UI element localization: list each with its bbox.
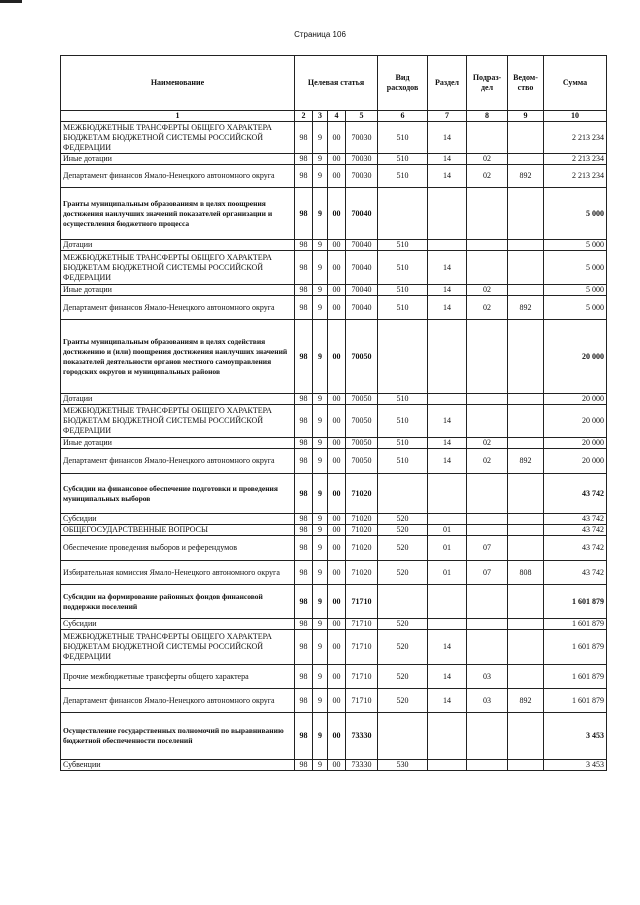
- row-expense-type: 520: [378, 561, 428, 585]
- row-target-main-activity: 00: [328, 619, 346, 630]
- row-department: [508, 405, 544, 438]
- row-target-subprogram: 9: [313, 405, 328, 438]
- row-subsection: 07: [467, 561, 508, 585]
- row-subsection: [467, 713, 508, 760]
- row-target-program: 98: [295, 630, 313, 665]
- row-target-code: 70040: [346, 285, 378, 296]
- row-target-code: 71710: [346, 665, 378, 689]
- row-target-main-activity: 00: [328, 585, 346, 619]
- row-target-subprogram: 9: [313, 320, 328, 394]
- row-expense-type: 510: [378, 251, 428, 285]
- row-name: Гранты муниципальным образованиям в целях поощрения достижения наилучших значений показателей организации и осуществления бюджетного процесса: [61, 188, 295, 240]
- row-target-subprogram: 9: [313, 251, 328, 285]
- row-target-main-activity: 00: [328, 630, 346, 665]
- row-sum: 5 000: [544, 285, 607, 296]
- row-target-program: 98: [295, 619, 313, 630]
- row-subsection: [467, 405, 508, 438]
- row-target-code: 71020: [346, 561, 378, 585]
- row-expense-type: 510: [378, 438, 428, 449]
- table-row: [61, 713, 607, 760]
- row-department: [508, 240, 544, 251]
- row-section: [428, 760, 467, 771]
- row-section: 14: [428, 405, 467, 438]
- row-target-code: 71020: [346, 474, 378, 514]
- row-name: ОБЩЕГОСУДАРСТВЕННЫЕ ВОПРОСЫ: [61, 525, 295, 536]
- row-target-code: 70050: [346, 405, 378, 438]
- row-target-program: 98: [295, 122, 313, 154]
- header-name: Наименование: [61, 56, 295, 111]
- row-target-code: 71020: [346, 514, 378, 525]
- table-row: [61, 449, 607, 474]
- row-subsection: [467, 251, 508, 285]
- row-subsection: [467, 619, 508, 630]
- table-row: [61, 251, 607, 285]
- row-department: [508, 122, 544, 154]
- row-target-program: 98: [295, 474, 313, 514]
- column-number: 8: [467, 111, 508, 122]
- table-row: [61, 405, 607, 438]
- column-number: 7: [428, 111, 467, 122]
- column-number: 5: [346, 111, 378, 122]
- row-expense-type: 510: [378, 449, 428, 474]
- row-target-code: 70050: [346, 449, 378, 474]
- row-expense-type: 520: [378, 665, 428, 689]
- table-row: [61, 561, 607, 585]
- row-subsection: [467, 394, 508, 405]
- row-sum: 5 000: [544, 296, 607, 320]
- row-target-code: 70050: [346, 438, 378, 449]
- row-target-main-activity: 00: [328, 154, 346, 165]
- table-row: [61, 285, 607, 296]
- row-name: МЕЖБЮДЖЕТНЫЕ ТРАНСФЕРТЫ ОБЩЕГО ХАРАКТЕРА БЮДЖЕТАМ БЮДЖЕТНОЙ СИСТЕМЫ РОССИЙСКОЙ ФЕДЕРАЦИИ: [61, 251, 295, 285]
- row-target-program: 98: [295, 240, 313, 251]
- row-target-main-activity: 00: [328, 689, 346, 713]
- table-header-row: [61, 56, 607, 111]
- row-target-subprogram: 9: [313, 689, 328, 713]
- row-department: [508, 474, 544, 514]
- row-expense-type: 510: [378, 154, 428, 165]
- row-expense-type: [378, 713, 428, 760]
- row-sum: 20 000: [544, 449, 607, 474]
- row-name: Субсидии на финансовое обеспечение подготовки и проведения муниципальных выборов: [61, 474, 295, 514]
- row-department: [508, 154, 544, 165]
- row-section: [428, 619, 467, 630]
- row-target-subprogram: 9: [313, 296, 328, 320]
- row-sum: 1 601 879: [544, 619, 607, 630]
- row-section: [428, 474, 467, 514]
- row-target-subprogram: 9: [313, 665, 328, 689]
- row-target-main-activity: 00: [328, 536, 346, 561]
- row-target-code: 71020: [346, 525, 378, 536]
- row-expense-type: [378, 188, 428, 240]
- row-subsection: [467, 240, 508, 251]
- row-target-program: 98: [295, 525, 313, 536]
- row-section: 01: [428, 536, 467, 561]
- row-section: 14: [428, 630, 467, 665]
- row-target-subprogram: 9: [313, 188, 328, 240]
- header-sum: Сумма: [544, 56, 607, 111]
- row-expense-type: 510: [378, 394, 428, 405]
- row-target-program: 98: [295, 394, 313, 405]
- row-department: 892: [508, 689, 544, 713]
- row-subsection: 07: [467, 536, 508, 561]
- table-row: [61, 760, 607, 771]
- row-department: [508, 438, 544, 449]
- row-target-subprogram: 9: [313, 561, 328, 585]
- row-name: Гранты муниципальным образованиям в целях содействия достижению и (или) поощрения достижения наилучших значений показателей деятельности органов местного самоуправления городских округов и муниципальных районов: [61, 320, 295, 394]
- row-section: 14: [428, 122, 467, 154]
- row-section: 14: [428, 449, 467, 474]
- table-row: [61, 438, 607, 449]
- row-target-subprogram: 9: [313, 619, 328, 630]
- row-section: 01: [428, 561, 467, 585]
- row-expense-type: 510: [378, 296, 428, 320]
- row-sum: 2 213 234: [544, 154, 607, 165]
- row-name: Субсидии: [61, 514, 295, 525]
- row-expense-type: 520: [378, 525, 428, 536]
- row-target-main-activity: 00: [328, 405, 346, 438]
- row-department: 892: [508, 296, 544, 320]
- row-sum: 1 601 879: [544, 630, 607, 665]
- column-number: 2: [295, 111, 313, 122]
- column-number: 6: [378, 111, 428, 122]
- row-target-main-activity: 00: [328, 561, 346, 585]
- row-target-code: 71020: [346, 536, 378, 561]
- row-name: Обеспечение проведения выборов и референдумов: [61, 536, 295, 561]
- row-target-program: 98: [295, 713, 313, 760]
- table-row: [61, 154, 607, 165]
- row-expense-type: 510: [378, 165, 428, 188]
- row-target-main-activity: 00: [328, 713, 346, 760]
- row-subsection: 02: [467, 296, 508, 320]
- row-department: [508, 665, 544, 689]
- row-target-code: 70040: [346, 188, 378, 240]
- row-expense-type: 520: [378, 514, 428, 525]
- row-section: 01: [428, 525, 467, 536]
- row-target-subprogram: 9: [313, 394, 328, 405]
- row-name: Субвенции: [61, 760, 295, 771]
- row-target-main-activity: 00: [328, 525, 346, 536]
- row-target-program: 98: [295, 405, 313, 438]
- table-row: [61, 619, 607, 630]
- row-subsection: [467, 320, 508, 394]
- row-department: 892: [508, 165, 544, 188]
- row-target-code: 71710: [346, 585, 378, 619]
- row-name: МЕЖБЮДЖЕТНЫЕ ТРАНСФЕРТЫ ОБЩЕГО ХАРАКТЕРА БЮДЖЕТАМ БЮДЖЕТНОЙ СИСТЕМЫ РОССИЙСКОЙ ФЕДЕРАЦИИ: [61, 630, 295, 665]
- row-subsection: 02: [467, 438, 508, 449]
- row-target-code: 70030: [346, 122, 378, 154]
- row-section: [428, 188, 467, 240]
- row-target-main-activity: 00: [328, 320, 346, 394]
- column-number-row: [61, 111, 607, 122]
- row-target-code: 73330: [346, 760, 378, 771]
- row-department: [508, 285, 544, 296]
- row-target-code: 70030: [346, 165, 378, 188]
- row-subsection: [467, 585, 508, 619]
- header-section: Раздел: [428, 56, 467, 111]
- row-expense-type: 510: [378, 405, 428, 438]
- row-name: МЕЖБЮДЖЕТНЫЕ ТРАНСФЕРТЫ ОБЩЕГО ХАРАКТЕРА БЮДЖЕТАМ БЮДЖЕТНОЙ СИСТЕМЫ РОССИЙСКОЙ ФЕДЕРАЦИИ: [61, 405, 295, 438]
- row-sum: 2 213 234: [544, 165, 607, 188]
- row-target-program: 98: [295, 689, 313, 713]
- row-name: Департамент финансов Ямало-Ненецкого автономного округа: [61, 165, 295, 188]
- row-target-program: 98: [295, 514, 313, 525]
- row-section: 14: [428, 154, 467, 165]
- row-subsection: [467, 525, 508, 536]
- row-target-subprogram: 9: [313, 165, 328, 188]
- row-target-subprogram: 9: [313, 122, 328, 154]
- row-section: 14: [428, 438, 467, 449]
- row-target-main-activity: 00: [328, 760, 346, 771]
- row-expense-type: 530: [378, 760, 428, 771]
- row-sum: 5 000: [544, 240, 607, 251]
- row-target-main-activity: 00: [328, 449, 346, 474]
- row-sum: 1 601 879: [544, 665, 607, 689]
- row-target-code: 70040: [346, 296, 378, 320]
- row-target-subprogram: 9: [313, 285, 328, 296]
- row-target-program: 98: [295, 561, 313, 585]
- row-target-program: 98: [295, 320, 313, 394]
- row-name: Департамент финансов Ямало-Ненецкого автономного округа: [61, 689, 295, 713]
- row-subsection: [467, 514, 508, 525]
- row-target-subprogram: 9: [313, 438, 328, 449]
- row-target-subprogram: 9: [313, 713, 328, 760]
- row-target-code: 71710: [346, 630, 378, 665]
- row-section: [428, 514, 467, 525]
- row-target-main-activity: 00: [328, 665, 346, 689]
- row-expense-type: 520: [378, 536, 428, 561]
- row-section: 14: [428, 665, 467, 689]
- row-target-main-activity: 00: [328, 394, 346, 405]
- budget-table: [60, 55, 607, 771]
- row-expense-type: 520: [378, 630, 428, 665]
- row-target-subprogram: 9: [313, 536, 328, 561]
- row-subsection: [467, 630, 508, 665]
- row-subsection: [467, 474, 508, 514]
- row-target-subprogram: 9: [313, 585, 328, 619]
- row-name: Дотации: [61, 240, 295, 251]
- column-number: 4: [328, 111, 346, 122]
- row-name: Субсидии на формирование районных фондов финансовой поддержки поселений: [61, 585, 295, 619]
- row-name: Департамент финансов Ямало-Ненецкого автономного округа: [61, 449, 295, 474]
- row-name: Субсидии: [61, 619, 295, 630]
- row-sum: 20 000: [544, 320, 607, 394]
- row-department: [508, 713, 544, 760]
- row-department: [508, 188, 544, 240]
- header-target-article: Целевая статья: [295, 56, 378, 111]
- row-target-program: 98: [295, 449, 313, 474]
- row-target-main-activity: 00: [328, 285, 346, 296]
- row-target-program: 98: [295, 188, 313, 240]
- column-number: 3: [313, 111, 328, 122]
- table-row: [61, 525, 607, 536]
- row-sum: 3 453: [544, 760, 607, 771]
- table-body: [61, 122, 607, 771]
- row-subsection: 02: [467, 165, 508, 188]
- row-department: [508, 525, 544, 536]
- row-sum: 5 000: [544, 188, 607, 240]
- row-expense-type: [378, 474, 428, 514]
- row-department: 808: [508, 561, 544, 585]
- row-sum: 43 742: [544, 474, 607, 514]
- row-target-code: 70040: [346, 251, 378, 285]
- row-name: Избирательная комиссия Ямало-Ненецкого автономного округа: [61, 561, 295, 585]
- row-target-main-activity: 00: [328, 122, 346, 154]
- row-target-code: 71710: [346, 689, 378, 713]
- table-row: [61, 630, 607, 665]
- row-target-subprogram: 9: [313, 514, 328, 525]
- row-sum: 3 453: [544, 713, 607, 760]
- row-subsection: 03: [467, 665, 508, 689]
- row-section: 14: [428, 296, 467, 320]
- row-department: [508, 394, 544, 405]
- row-expense-type: 510: [378, 285, 428, 296]
- row-target-main-activity: 00: [328, 296, 346, 320]
- table-row: [61, 296, 607, 320]
- table-row: [61, 240, 607, 251]
- row-target-program: 98: [295, 760, 313, 771]
- row-target-main-activity: 00: [328, 438, 346, 449]
- row-sum: 20 000: [544, 405, 607, 438]
- row-target-program: 98: [295, 536, 313, 561]
- header-department: Ведом-ство: [508, 56, 544, 111]
- row-target-subprogram: 9: [313, 630, 328, 665]
- row-target-code: 70030: [346, 154, 378, 165]
- header-subsection: Подраз-дел: [467, 56, 508, 111]
- row-section: [428, 713, 467, 760]
- row-name: Иные дотации: [61, 154, 295, 165]
- row-department: [508, 536, 544, 561]
- row-section: 14: [428, 689, 467, 713]
- row-expense-type: 510: [378, 122, 428, 154]
- row-target-subprogram: 9: [313, 474, 328, 514]
- table-row: [61, 585, 607, 619]
- row-subsection: 03: [467, 689, 508, 713]
- row-target-program: 98: [295, 251, 313, 285]
- table-row: [61, 188, 607, 240]
- row-department: [508, 251, 544, 285]
- row-name: Дотации: [61, 394, 295, 405]
- table-row: [61, 689, 607, 713]
- row-name: Иные дотации: [61, 438, 295, 449]
- row-expense-type: [378, 585, 428, 619]
- row-subsection: 02: [467, 285, 508, 296]
- row-sum: 1 601 879: [544, 585, 607, 619]
- row-subsection: [467, 188, 508, 240]
- table-row: [61, 474, 607, 514]
- row-section: [428, 320, 467, 394]
- table-row: [61, 394, 607, 405]
- row-target-program: 98: [295, 165, 313, 188]
- row-target-subprogram: 9: [313, 525, 328, 536]
- table-row: [61, 122, 607, 154]
- row-target-code: 73330: [346, 713, 378, 760]
- column-number: 10: [544, 111, 607, 122]
- row-sum: 1 601 879: [544, 689, 607, 713]
- row-expense-type: 510: [378, 240, 428, 251]
- column-number: 9: [508, 111, 544, 122]
- row-target-main-activity: 00: [328, 188, 346, 240]
- row-target-code: 70050: [346, 394, 378, 405]
- row-target-subprogram: 9: [313, 154, 328, 165]
- row-section: 14: [428, 165, 467, 188]
- row-subsection: [467, 760, 508, 771]
- row-section: [428, 585, 467, 619]
- row-department: [508, 630, 544, 665]
- header-expense-type: Вид расходов: [378, 56, 428, 111]
- scan-corner-mark: [0, 0, 22, 3]
- row-target-main-activity: 00: [328, 251, 346, 285]
- row-target-main-activity: 00: [328, 165, 346, 188]
- row-subsection: 02: [467, 154, 508, 165]
- row-department: 892: [508, 449, 544, 474]
- row-target-code: 71710: [346, 619, 378, 630]
- row-section: 14: [428, 285, 467, 296]
- row-department: [508, 320, 544, 394]
- row-target-program: 98: [295, 585, 313, 619]
- row-target-subprogram: 9: [313, 240, 328, 251]
- row-target-program: 98: [295, 285, 313, 296]
- row-target-program: 98: [295, 438, 313, 449]
- table-row: [61, 320, 607, 394]
- table-row: [61, 665, 607, 689]
- row-subsection: [467, 122, 508, 154]
- row-name: Осуществление государственных полномочий по выравниванию бюджетной обеспеченности поселений: [61, 713, 295, 760]
- row-sum: 2 213 234: [544, 122, 607, 154]
- row-subsection: 02: [467, 449, 508, 474]
- row-department: [508, 760, 544, 771]
- row-sum: 20 000: [544, 394, 607, 405]
- row-department: [508, 514, 544, 525]
- row-department: [508, 585, 544, 619]
- row-section: 14: [428, 251, 467, 285]
- row-section: [428, 394, 467, 405]
- row-name: МЕЖБЮДЖЕТНЫЕ ТРАНСФЕРТЫ ОБЩЕГО ХАРАКТЕРА БЮДЖЕТАМ БЮДЖЕТНОЙ СИСТЕМЫ РОССИЙСКОЙ ФЕДЕРАЦИИ: [61, 122, 295, 154]
- row-expense-type: 520: [378, 689, 428, 713]
- row-name: Департамент финансов Ямало-Ненецкого автономного округа: [61, 296, 295, 320]
- row-department: [508, 619, 544, 630]
- table-row: [61, 165, 607, 188]
- row-target-main-activity: 00: [328, 240, 346, 251]
- row-expense-type: [378, 320, 428, 394]
- row-sum: 43 742: [544, 536, 607, 561]
- row-target-program: 98: [295, 296, 313, 320]
- row-target-main-activity: 00: [328, 474, 346, 514]
- row-target-code: 70040: [346, 240, 378, 251]
- row-name: Иные дотации: [61, 285, 295, 296]
- row-target-program: 98: [295, 154, 313, 165]
- page-header: Страница 106: [294, 30, 346, 39]
- row-target-program: 98: [295, 665, 313, 689]
- row-sum: 43 742: [544, 514, 607, 525]
- row-target-code: 70050: [346, 320, 378, 394]
- table-row: [61, 514, 607, 525]
- row-section: [428, 240, 467, 251]
- table-row: [61, 536, 607, 561]
- row-expense-type: 520: [378, 619, 428, 630]
- column-number: 1: [61, 111, 295, 122]
- row-name: Прочие межбюджетные трансферты общего характера: [61, 665, 295, 689]
- row-target-subprogram: 9: [313, 760, 328, 771]
- row-sum: 20 000: [544, 438, 607, 449]
- row-target-main-activity: 00: [328, 514, 346, 525]
- row-sum: 5 000: [544, 251, 607, 285]
- row-sum: 43 742: [544, 561, 607, 585]
- row-target-subprogram: 9: [313, 449, 328, 474]
- row-sum: 43 742: [544, 525, 607, 536]
